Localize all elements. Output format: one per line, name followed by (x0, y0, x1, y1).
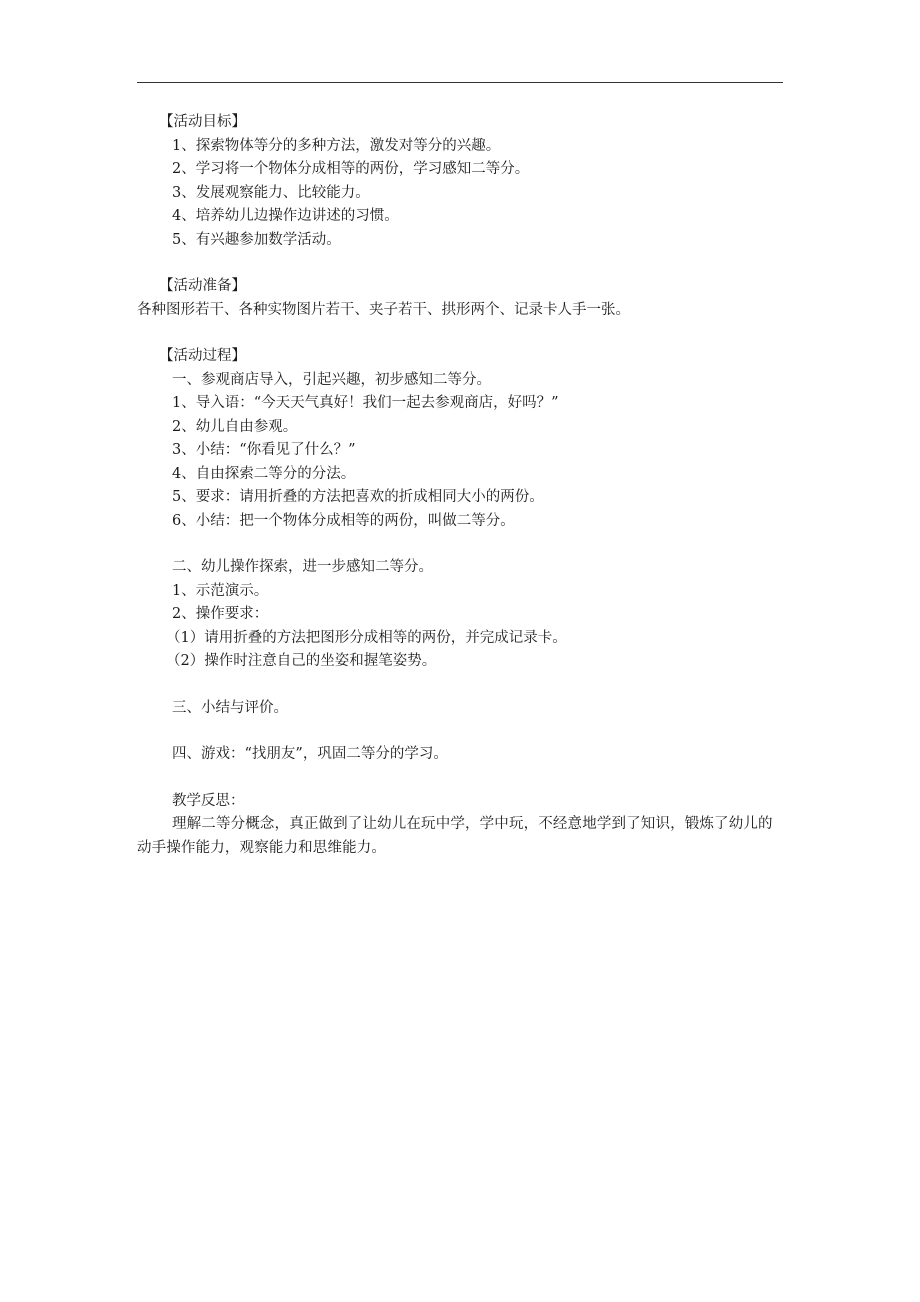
spacer (137, 767, 787, 790)
header-rule (137, 82, 783, 83)
goal-item: 3、发展观察能力、比较能力。 (172, 184, 370, 201)
reflection-heading: 教学反思： (172, 792, 245, 809)
process-part1-title: 一、参观商店导入，引起兴趣，初步感知二等分。 (172, 371, 491, 388)
spacer (137, 322, 787, 345)
process-part4-title: 四、游戏：“找朋友”，巩固二等分的学习。 (172, 746, 448, 762)
process-part2-item: 1、示范演示。 (172, 582, 269, 599)
document-body (137, 111, 787, 860)
spacer (137, 674, 787, 697)
prep-heading: 【活动准备】 (159, 278, 246, 294)
goal-item: 4、培养幼儿边操作边讲述的习惯。 (172, 208, 399, 224)
process-part2-subitem: （1）请用折叠的方法把图形分成相等的两份，并完成记录卡。 (166, 629, 567, 646)
goal-item: 5、有兴趣参加数学活动。 (172, 231, 341, 248)
process-part1-item: 1、导入语：“今天天气真好！我们一起去参观商店，好吗？” (172, 395, 559, 411)
process-part1-item: 3、小结：“你看见了什么？” (172, 442, 356, 458)
spacer (137, 720, 787, 743)
reflection-text: 理解二等分概念，真正做到了让幼儿在玩中学，学中玩，不经意地学到了知识，锻炼了幼儿的动手操作能力，观察能力和思维能力。 (137, 816, 773, 856)
process-part2-title: 二、幼儿操作探索，进一步感知二等分。 (172, 559, 433, 575)
goal-item: 2、学习将一个物体分成相等的两份，学习感知二等分。 (172, 161, 530, 177)
process-part3-title: 三、小结与评价。 (172, 699, 288, 716)
spacer (137, 252, 787, 275)
process-part1-item: 6、小结：把一个物体分成相等的两份，叫做二等分。 (172, 512, 515, 529)
process-heading: 【活动过程】 (159, 348, 246, 364)
process-part1-item: 5、要求：请用折叠的方法把喜欢的折成相同大小的两份。 (172, 489, 544, 505)
process-part1-item: 4、自由探索二等分的分法。 (172, 465, 356, 482)
process-part2-item: 2、操作要求： (172, 606, 269, 622)
spacer (137, 533, 787, 556)
goal-item: 1、探索物体等分的多种方法，激发对等分的兴趣。 (172, 137, 501, 154)
process-part1-item: 2、幼儿自由参观。 (172, 418, 298, 435)
prep-text: 各种图形若干、各种实物图片若干、夹子若干、拱形两个、记录卡人手一张。 (137, 301, 630, 318)
process-part2-subitem: （2）操作时注意自己的坐姿和握笔姿势。 (166, 653, 437, 669)
goal-heading: 【活动目标】 (159, 114, 246, 130)
